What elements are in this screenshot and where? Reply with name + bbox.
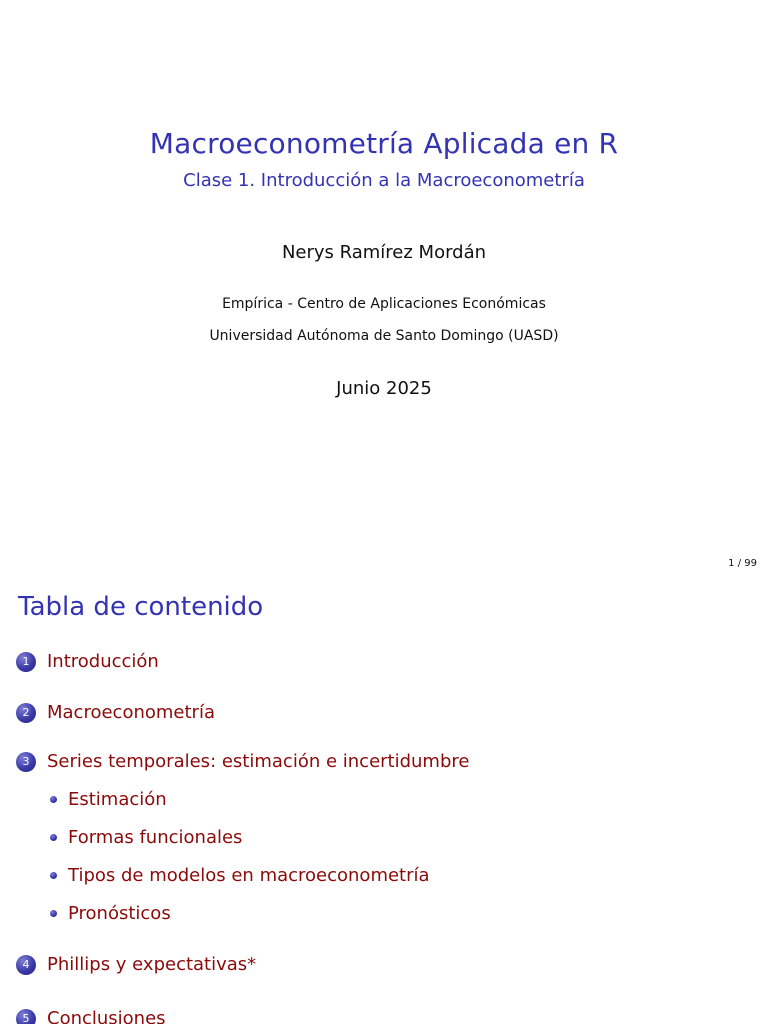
bullet-ball-icon <box>50 872 57 879</box>
toc-section-2[interactable] <box>16 702 215 723</box>
toc-section-label: Introducción <box>47 651 159 672</box>
section-number-ball-icon: 2 <box>16 703 36 723</box>
section-number-ball-icon: 4 <box>16 955 36 975</box>
toc-section-3[interactable] <box>16 751 469 772</box>
bullet-ball-icon <box>50 834 57 841</box>
toc-title: Tabla de contenido <box>18 592 264 622</box>
presentation-title: Macroeconometría Aplicada en R <box>149 127 619 160</box>
toc-section-5[interactable] <box>16 1008 166 1024</box>
institution-2: Universidad Autónoma de Santo Domingo (UASD) <box>209 328 559 344</box>
toc-section-4[interactable] <box>16 954 256 975</box>
presentation-subtitle: Clase 1. Introducción a la Macroeconometría <box>183 170 585 191</box>
toc-subsection-label: Formas funcionales <box>68 827 243 848</box>
bullet-ball-icon <box>50 796 57 803</box>
toc-section-1[interactable] <box>16 651 159 672</box>
author-name: Nerys Ramírez Mordán <box>281 242 487 263</box>
section-number-ball-icon: 5 <box>16 1009 36 1024</box>
toc-section-label: Series temporales: estimación e incertidumbre <box>47 751 470 772</box>
bullet-ball-icon <box>50 910 57 917</box>
toc-subsection-tipos-modelos[interactable] <box>50 865 430 886</box>
toc-subsection-label: Pronósticos <box>68 903 171 924</box>
toc-subsection-estimacion[interactable] <box>50 789 167 810</box>
toc-section-label: Conclusiones <box>47 1008 166 1024</box>
section-number-ball-icon: 1 <box>16 652 36 672</box>
institution-1: Empírica - Centro de Aplicaciones Económicas <box>222 296 546 312</box>
toc-subsection-pronosticos[interactable] <box>50 903 171 924</box>
section-number-ball-icon: 3 <box>16 752 36 772</box>
toc-slide <box>0 578 768 1024</box>
toc-subsection-label: Tipos de modelos en macroeconometría <box>68 865 430 886</box>
toc-section-label: Macroeconometría <box>47 702 215 723</box>
page-number: 1 / 99 <box>728 558 757 569</box>
toc-section-label: Phillips y expectativas* <box>47 954 257 975</box>
toc-subsection-label: Estimación <box>68 789 167 810</box>
presentation-date: Junio 2025 <box>336 378 432 399</box>
toc-subsection-formas-funcionales[interactable] <box>50 827 242 848</box>
